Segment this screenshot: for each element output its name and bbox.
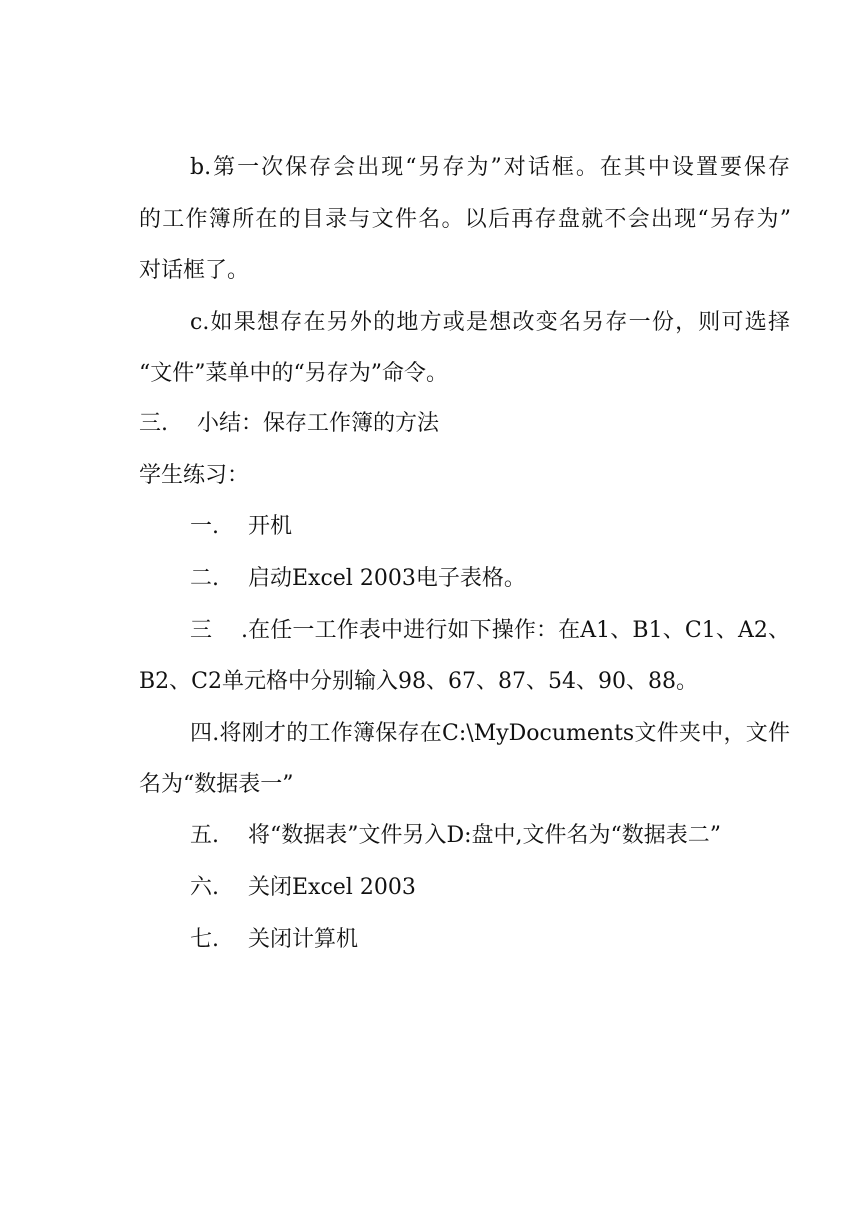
practice-item-text: 启动Excel 2003电子表格。 — [248, 566, 526, 591]
paragraph-b-line-2: 的工作簿所在的目录与文件名。以后再存盘就不会出现“另存为” — [139, 207, 791, 232]
practice-item-text: 将“数据表”文件另入D:盘中,文件名为“数据表二” — [248, 823, 722, 848]
practice-item-number: 二. — [190, 566, 219, 591]
paragraph-b-line-1: b.第一次保存会出现“另存为”对话框。在其中设置要保存 — [190, 155, 790, 180]
paragraph-b-line-3: 对话框了。 — [139, 258, 250, 283]
practice-item-number: 五. — [190, 823, 219, 848]
summary-line — [139, 410, 791, 438]
practice-item-number: 七. — [190, 927, 219, 952]
practice-item-3-continuation: B2、C2单元格中分别输入98、67、87、54、90、88。 — [139, 669, 698, 694]
practice-item-4: 四.将刚才的工作簿保存在C:\MyDocuments文件夹中，文件 — [190, 721, 790, 746]
practice-item-6 — [190, 874, 790, 902]
practice-item-text: 开机 — [248, 514, 293, 539]
practice-item-1 — [190, 513, 790, 541]
practice-item-text: 关闭Excel 2003 — [248, 875, 416, 900]
paragraph-c-line-1: c.如果想存在另外的地方或是想改变名另存一份，则可选择 — [190, 310, 790, 335]
practice-item-3 — [190, 617, 790, 645]
practice-item-number: 三. — [190, 618, 248, 643]
practice-item-7 — [190, 926, 790, 954]
practice-item-4-continuation: 名为“数据表一” — [139, 772, 294, 797]
practice-item-5 — [190, 822, 790, 850]
practice-item-number: 六. — [190, 875, 219, 900]
summary-number: 三. — [139, 411, 168, 436]
practice-item-number: 一. — [190, 514, 219, 539]
practice-item-text: 在任一工作表中进行如下操作：在A1、B1、C1、A2、 — [248, 618, 790, 643]
practice-item-2 — [190, 565, 790, 593]
practice-item-text: 关闭计算机 — [248, 927, 359, 952]
summary-text: 小结：保存工作簿的方法 — [197, 411, 440, 436]
practice-heading: 学生练习： — [139, 463, 250, 488]
paragraph-c-line-2: “文件”菜单中的“另存为”命令。 — [139, 361, 448, 386]
